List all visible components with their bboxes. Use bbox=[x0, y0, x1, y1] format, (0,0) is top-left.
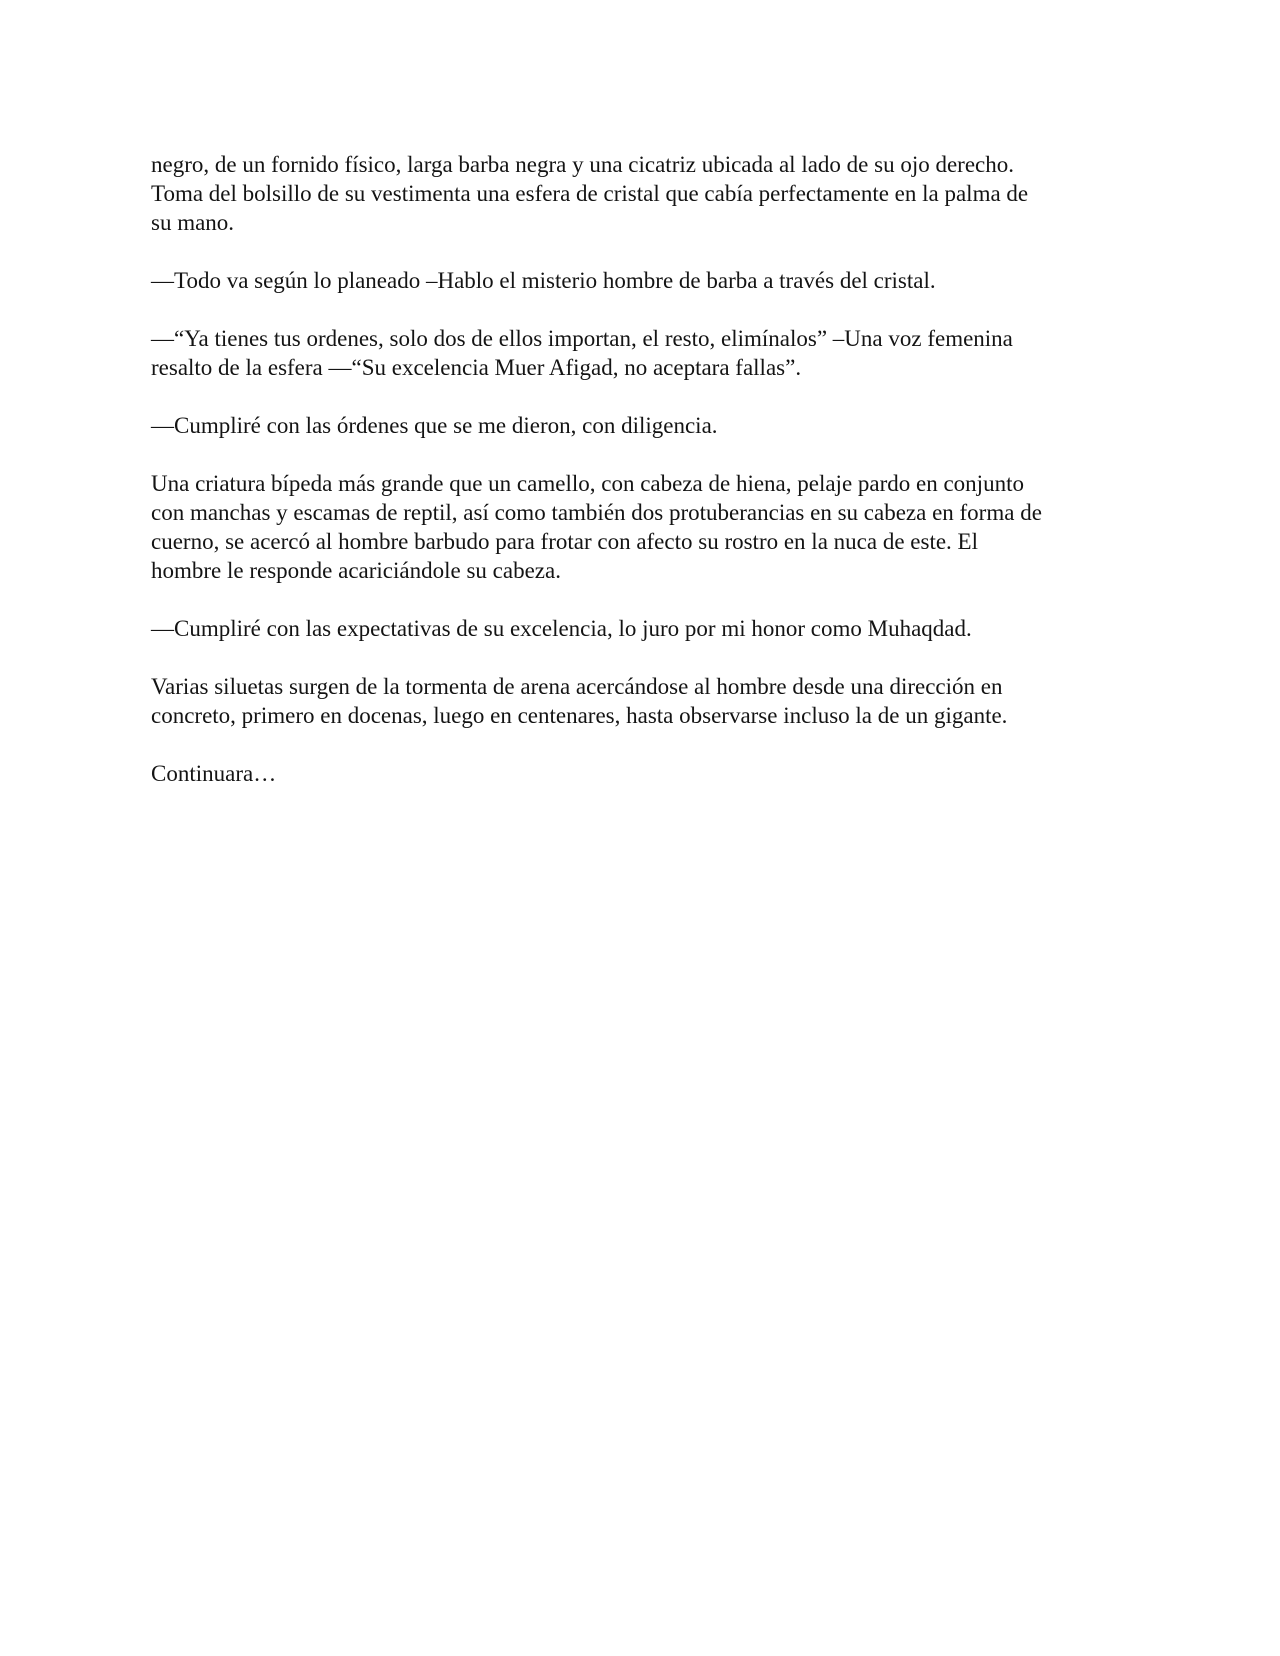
text-line: Varias siluetas surgen de la tormenta de arena acercándose al hombre desde una dirección en bbox=[151, 674, 1003, 699]
paragraph-dialogue bbox=[151, 411, 1141, 440]
text-line: —Cumpliré con las órdenes que se me dieron, con diligencia. bbox=[151, 413, 718, 438]
paragraph-dialogue bbox=[151, 614, 1141, 643]
paragraph-ending bbox=[151, 759, 1141, 788]
text-line: —Todo va según lo planeado –Hablo el misterio hombre de barba a través del cristal. bbox=[151, 268, 936, 293]
text-line: Toma del bolsillo de su vestimenta una esfera de cristal que cabía perfectamente en la palma de bbox=[151, 181, 1029, 206]
text-line: hombre le responde acariciándole su cabeza. bbox=[151, 558, 561, 583]
document-body bbox=[151, 150, 1141, 817]
text-line: negro, de un fornido físico, larga barba negra y una cicatriz ubicada al lado de su ojo derecho. bbox=[151, 152, 1015, 177]
text-line: Una criatura bípeda más grande que un camello, con cabeza de hiena, pelaje pardo en conjunto bbox=[151, 471, 1024, 496]
paragraph-dialogue bbox=[151, 324, 1141, 382]
text-line: —“Ya tienes tus ordenes, solo dos de ellos importan, el resto, elimínalos” –Una voz femenina bbox=[151, 326, 1013, 351]
paragraph-description bbox=[151, 469, 1141, 585]
text-line: cuerno, se acercó al hombre barbudo para frotar con afecto su rostro en la nuca de este. El bbox=[151, 529, 978, 554]
text-line: concreto, primero en docenas, luego en centenares, hasta observarse incluso la de un gigante. bbox=[151, 703, 1008, 728]
text-line: resalto de la esfera —“Su excelencia Muer Afigad, no aceptara fallas”. bbox=[151, 355, 802, 380]
paragraph-dialogue bbox=[151, 266, 1141, 295]
text-line: su mano. bbox=[151, 210, 235, 235]
text-line: Continuara… bbox=[151, 761, 277, 786]
text-line: con manchas y escamas de reptil, así como también dos protuberancias en su cabeza en forma de bbox=[151, 500, 1042, 525]
text-line: —Cumpliré con las expectativas de su excelencia, lo juro por mi honor como Muhaqdad. bbox=[151, 616, 972, 641]
paragraph-description bbox=[151, 150, 1141, 237]
paragraph-description bbox=[151, 672, 1141, 730]
